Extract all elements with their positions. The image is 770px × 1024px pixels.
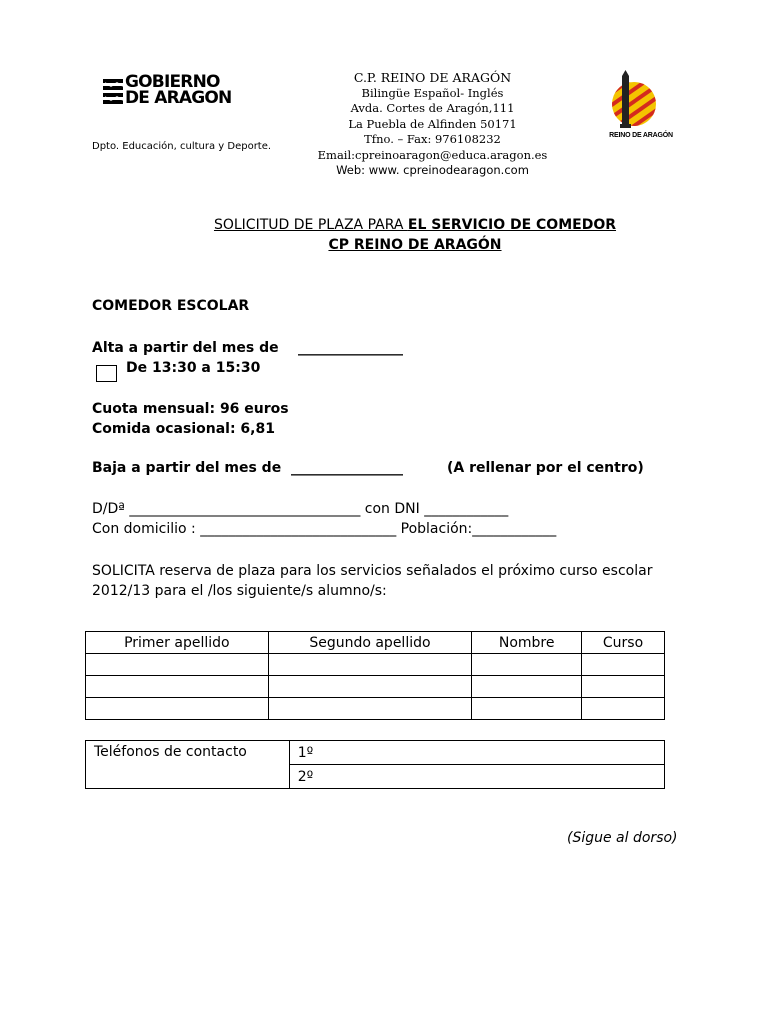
students-table [85,631,665,720]
header-nombre: Nombre [472,632,582,654]
comida-ocasional: Comida ocasional: 6,81 [92,421,275,437]
school-address-block [305,70,560,179]
domicilio-poblacion-line[interactable]: Con domicilio : ____________________________ Población:____________ [92,521,557,537]
gobierno-logo-mark-icon [103,77,125,111]
school-bilingual: Bilingüe Español- Inglés [361,85,504,100]
table-row [86,698,665,720]
baja-label: Baja a partir del mes de [92,460,282,476]
contact-phone-2[interactable]: 2º [289,765,664,789]
form-title-part1: SOLICITUD DE PLAZA PARA [213,217,408,233]
table-cell[interactable] [86,676,269,698]
alta-month-field[interactable]: _______________ [298,340,403,356]
school-logo-caption: REINO DE ARAGÓN [609,132,673,139]
table-cell[interactable] [86,698,269,720]
school-city: La Puebla de Alfinden 50171 [348,116,517,131]
table-row [86,741,665,765]
form-title-part2: EL SERVICIO DE COMEDOR [407,217,617,233]
school-logo [600,70,682,145]
department-name: Dpto. Educación, cultura y Deporte. [92,141,272,152]
aragon-flag-emblem-icon [600,70,682,132]
table-cell[interactable] [268,698,472,720]
gov-logo-line2: DE ARAGON [125,88,232,108]
students-table-header [86,632,665,654]
alta-label: Alta a partir del mes de [92,340,279,356]
baja-note: (A rellenar por el centro) [447,460,644,476]
continue-overleaf-note: (Sigue al dorso) [567,830,678,846]
school-phone: Tfno. – Fax: 976108232 [364,132,501,146]
section-heading: COMEDOR ESCOLAR [92,298,250,314]
schedule-label: De 13:30 a 15:30 [126,360,261,376]
solicita-line1: SOLICITA reserva de plaza para los servicios señalados el próximo curso escolar [92,563,653,579]
form-title [30,217,770,233]
table-row [86,654,665,676]
table-row [86,676,665,698]
table-cell[interactable] [582,698,665,720]
school-web: Web: www. cpreinodearagon.com [336,163,529,177]
header-curso: Curso [582,632,665,654]
table-cell[interactable] [582,676,665,698]
header-segundo-apellido: Segundo apellido [268,632,472,654]
table-cell[interactable] [268,654,472,676]
school-email: Email:cpreinoaragon@educa.aragon.es [317,147,548,162]
header-primer-apellido: Primer apellido [86,632,269,654]
school-name: C.P. REINO DE ARAGÓN [353,70,512,85]
baja-month-field[interactable]: ________________ [291,460,403,476]
cuota-mensual: Cuota mensual: 96 euros [92,401,289,417]
table-cell[interactable] [582,654,665,676]
table-cell[interactable] [268,676,472,698]
table-cell[interactable] [472,654,582,676]
contact-phone-1[interactable]: 1º [289,741,664,765]
dd-dni-line[interactable]: D/Dª _________________________________ con DNI ____________ [92,501,509,517]
table-cell[interactable] [472,698,582,720]
solicita-line2: 2012/13 para el /los siguiente/s alumno/s: [92,583,387,599]
table-cell[interactable] [86,654,269,676]
form-subtitle: CP REINO DE ARAGÓN [328,237,502,253]
gov-logo-line1: GOBIERNO [125,72,220,92]
contact-label: Teléfonos de contacto [86,741,290,789]
schedule-checkbox[interactable] [96,365,117,382]
school-street: Avda. Cortes de Aragón,111 [350,101,515,115]
table-cell[interactable] [472,676,582,698]
contact-table [85,740,665,789]
gobierno-aragon-logo [103,74,253,114]
